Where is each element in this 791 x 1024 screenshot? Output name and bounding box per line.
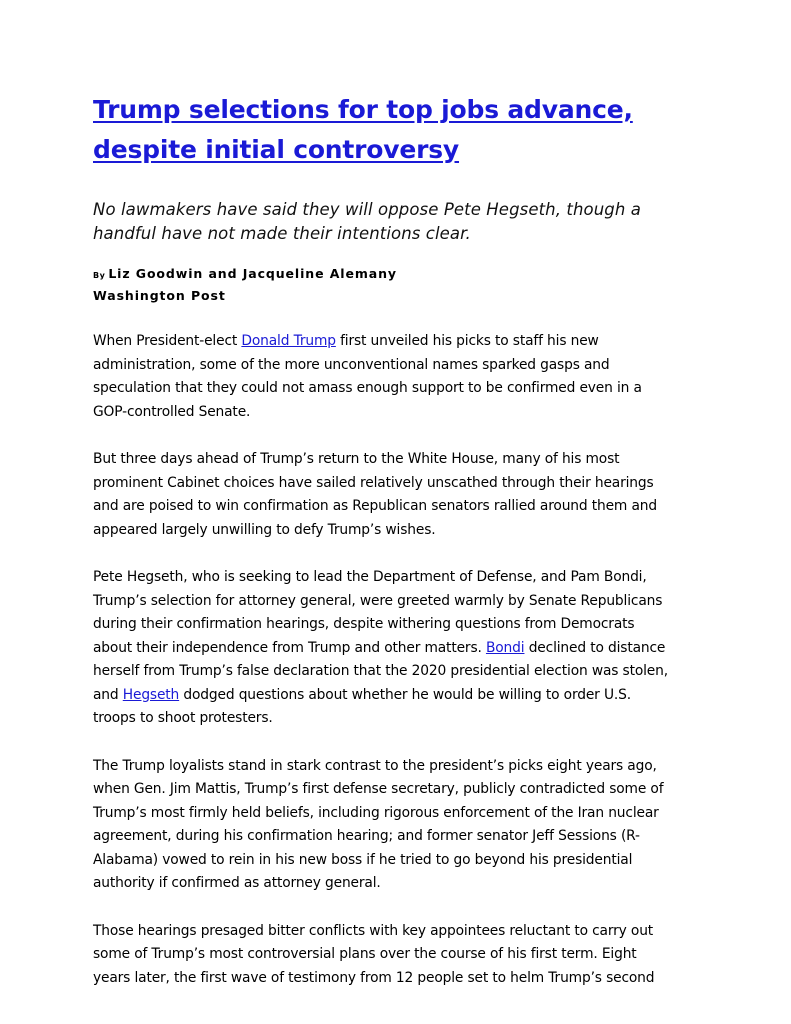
donald-trump-link[interactable]: Donald Trump bbox=[241, 333, 336, 349]
text-run: dodged questions about whether he would be willing to order U.S. bbox=[179, 686, 631, 703]
hegseth-link[interactable]: Hegseth bbox=[122, 686, 180, 703]
paragraph-line: But three days ahead of Trump’s return to the White House, many of his most bbox=[93, 451, 620, 467]
subheadline-line-1: No lawmakers have said they will oppose Pete Hegseth, though a bbox=[93, 200, 641, 219]
paragraph-line: troops to shoot protesters. bbox=[93, 710, 273, 726]
byline-publication: Washington Post bbox=[93, 288, 226, 303]
headline-link[interactable] bbox=[93, 90, 705, 170]
text-run: first unveiled his picks to staff his new bbox=[335, 333, 599, 349]
paragraph-line: appeared largely unwilling to defy Trump’s wishes. bbox=[93, 521, 436, 538]
paragraph-line: GOP-controlled Senate. bbox=[93, 403, 251, 420]
paragraph-line: some of Trump’s most controversial plans over the course of his first term. Eight bbox=[93, 946, 637, 962]
paragraph-line: administration, some of the more unconventional names sparked gasps and bbox=[93, 356, 610, 373]
article-page bbox=[93, 90, 705, 990]
paragraph-line: agreement, during his confirmation hearing; and former senator Jeff Sessions (R- bbox=[93, 828, 640, 844]
paragraph-line: prominent Cabinet choices have sailed relatively unscathed through their hearings bbox=[93, 474, 654, 491]
paragraph-line: years later, the first wave of testimony from 12 people set to helm Trump’s second bbox=[93, 969, 655, 986]
paragraph-line: Alabama) vowed to rein in his new boss if he tried to go beyond his presidential bbox=[93, 851, 633, 868]
paragraph-line: when Gen. Jim Mattis, Trump’s first defense secretary, publicly contradicted some of bbox=[93, 781, 664, 797]
paragraph-line: during their confirmation hearings, despite withering questions from Democrats bbox=[93, 616, 635, 632]
paragraph-line: Those hearings presaged bitter conflicts with key appointees reluctant to carry out bbox=[93, 922, 654, 939]
paragraph-line: Trump’s selection for attorney general, were greeted warmly by Senate Republicans bbox=[93, 592, 663, 609]
paragraph-2 bbox=[93, 448, 705, 542]
byline-authors: Liz Goodwin and Jacqueline Alemany bbox=[108, 266, 397, 281]
text-run: about their independence from Trump and other matters. bbox=[93, 639, 486, 656]
headline-line-2[interactable]: despite initial controversy bbox=[93, 135, 460, 164]
text-run: declined to distance bbox=[524, 639, 666, 656]
text-run: When President-elect bbox=[93, 333, 242, 349]
paragraph-5 bbox=[93, 920, 705, 991]
paragraph-4 bbox=[93, 755, 705, 896]
paragraph-line: Trump’s most firmly held beliefs, including rigorous enforcement of the Iran nuclear bbox=[93, 804, 659, 821]
subheadline-line-2: handful have not made their intentions clear. bbox=[93, 224, 471, 243]
bondi-link[interactable]: Bondi bbox=[485, 639, 525, 656]
paragraph-3 bbox=[93, 566, 705, 731]
headline-line-1[interactable]: Trump selections for top jobs advance, bbox=[93, 95, 633, 124]
paragraph-line: authority if confirmed as attorney general. bbox=[93, 875, 381, 891]
paragraph-line bbox=[93, 684, 705, 708]
paragraph-line: The Trump loyalists stand in stark contrast to the president’s picks eight years ago, bbox=[93, 757, 657, 774]
paragraph-line: speculation that they could not amass enough support to be confirmed even in a bbox=[93, 380, 642, 396]
paragraph-line bbox=[93, 637, 705, 661]
paragraph-line: and are poised to win confirmation as Republican senators rallied around them and bbox=[93, 498, 657, 514]
byline bbox=[93, 264, 705, 306]
paragraph-line bbox=[93, 330, 705, 354]
paragraph-line: Pete Hegseth, who is seeking to lead the Department of Defense, and Pam Bondi, bbox=[93, 569, 647, 585]
byline-by-label: By bbox=[93, 271, 106, 280]
paragraph-1 bbox=[93, 330, 705, 424]
paragraph-line: herself from Trump’s false declaration that the 2020 presidential election was stolen, bbox=[93, 663, 668, 679]
text-run: and bbox=[93, 686, 123, 703]
byline-authors-line bbox=[93, 264, 705, 286]
article-subheadline bbox=[93, 198, 705, 246]
